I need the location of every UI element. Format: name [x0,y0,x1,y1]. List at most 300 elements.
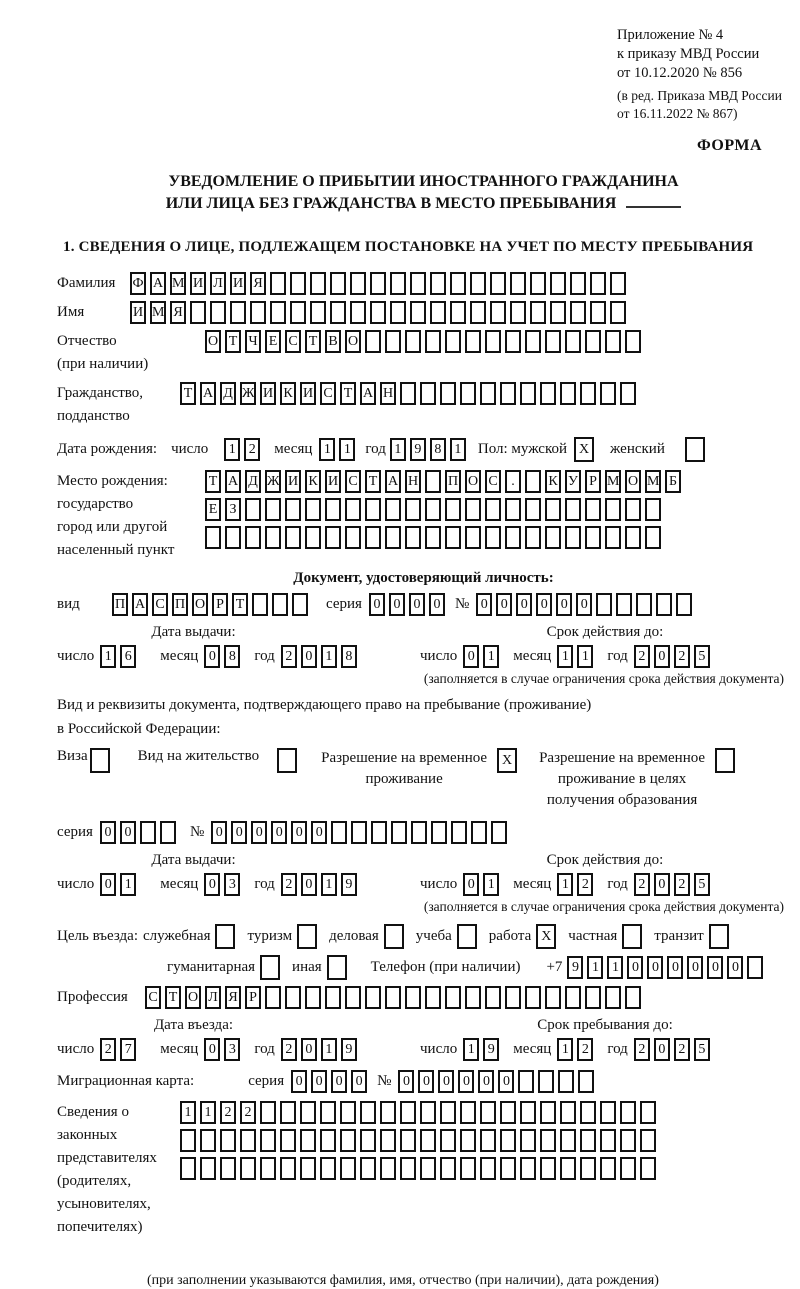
residence-series-label: серия [57,824,93,840]
form-cell: 0 [496,593,512,616]
form-cell: 0 [654,645,670,668]
residence-permit-label: Вид на жительство [137,748,260,764]
stay-day [463,1038,503,1061]
form-cell [225,526,241,549]
form-cell [485,330,501,353]
form-cell [305,498,321,521]
form-cell [560,382,576,405]
form-cell: 0 [100,873,116,896]
form-cell [500,382,516,405]
form-cell: М [170,272,186,295]
form-cell: 0 [654,873,670,896]
legal-reps-cells-row2 [180,1129,660,1152]
form-cell [580,1157,596,1180]
form-cell [425,470,441,493]
form-cell [485,986,501,1009]
temp-residence-edu-option [539,748,735,811]
purpose-second-row [167,955,790,980]
doc-series-cells [369,593,449,616]
form-cell [400,1101,416,1124]
visa-label: Виза [57,748,88,764]
form-cell: Т [225,330,241,353]
form-cell [210,301,226,324]
form-cell [325,526,341,549]
form-cell [445,330,461,353]
phone-label: Телефон (при наличии) [370,959,521,975]
residence-permit-checkbox [277,748,297,773]
name-row [57,301,790,324]
annex-note-line: от 16.11.2022 № 867) [617,106,738,121]
form-cell: Л [205,986,221,1009]
form-cell: О [205,330,221,353]
residence-doc-text-1: Вид и реквизиты документа, подтверждающего право на пребывание (проживание) [57,697,592,713]
form-cell: О [192,593,208,616]
issue-date-heading: Дата выдачи: [151,624,236,640]
form-cell [585,498,601,521]
form-cell [325,986,341,1009]
legal-reps-cells-row1 [180,1101,660,1124]
form-cell: 8 [224,645,240,668]
phone-cells [567,956,767,979]
form-cell [625,526,641,549]
form-cell: Т [205,470,221,493]
purpose-humanitarian-checkbox [260,955,280,980]
form-cell [470,301,486,324]
form-cell: 0 [576,593,592,616]
annex-note-line: (в ред. Приказа МВД России [617,88,782,103]
form-cell [330,301,346,324]
form-cell [605,526,621,549]
form-cell [320,1129,336,1152]
form-cell: 5 [694,873,710,896]
form-cell: 0 [409,593,425,616]
form-cell: 9 [341,1038,357,1061]
residence-valid-year [634,873,714,896]
form-cell [590,272,606,295]
legal-reps-row [57,1101,790,1239]
form-cell [380,1101,396,1124]
migration-series-label: серия [248,1073,285,1089]
form-cell: Н [405,470,421,493]
entry-year [281,1038,361,1061]
form-cell [585,330,601,353]
legal-reps-note: (при заполнении указываются фамилия, имя, отчество (при наличии), дата рождения) [147,1273,659,1288]
form-cell: И [285,470,301,493]
form-cell: П [112,593,128,616]
page-title [57,171,790,215]
entry-date-group: число 2 7 месяц 0 3 год 2 0 1 9 [57,1038,420,1061]
form-cell [465,986,481,1009]
form-cell: 0 [498,1070,514,1093]
form-cell: Т [232,593,248,616]
form-cell: 1 [120,873,136,896]
form-cell [505,986,521,1009]
form-cell: Ч [245,330,261,353]
form-cell: 2 [281,873,297,896]
form-cell [345,526,361,549]
form-cell: 0 [331,1070,347,1093]
form-cell [445,986,461,1009]
form-cell [351,821,367,844]
form-cell: С [345,470,361,493]
form-cell [431,821,447,844]
form-cell [292,593,308,616]
form-cell [525,986,541,1009]
form-cell: . [505,470,521,493]
purpose-private-checkbox [622,924,642,949]
form-cell [425,986,441,1009]
checkbox-cell [327,955,347,980]
form-cell: 5 [694,1038,710,1061]
passport-dates-headers [57,616,790,641]
doc-number-label: № [454,596,470,612]
form-cell: 0 [667,956,683,979]
form-cell: О [625,470,641,493]
birth-place-row [57,470,790,562]
patronymic-row [57,330,790,376]
form-cell [180,1129,196,1152]
checkbox-cell: X [497,748,517,773]
form-cell [645,498,661,521]
name-cells [130,301,630,324]
form-cell: 5 [694,645,710,668]
form-cell [420,1129,436,1152]
form-cell [605,498,621,521]
residence-issue-month [204,873,244,896]
residence-valid-month [557,873,597,896]
form-cell: 1 [587,956,603,979]
form-cell [230,301,246,324]
form-cell [460,1157,476,1180]
form-cell [430,272,446,295]
form-cell [505,330,521,353]
form-cell: 1 [607,956,623,979]
valid-until-heading-2: Срок действия до: [546,852,664,868]
purpose-business-checkbox [384,924,404,949]
form-cell: 0 [654,1038,670,1061]
form-cell [445,498,461,521]
temp-residence-edu-label: Разрешение на временное проживание в целях получения образования [539,750,706,808]
form-cell: А [200,382,216,405]
birth-place-label: Место рождения: государство город или другой населенный пункт [57,473,175,558]
form-cell: 0 [301,645,317,668]
form-cell [245,526,261,549]
entry-dates-headers [57,1009,790,1034]
form-cell: Р [585,470,601,493]
form-cell [545,526,561,549]
form-cell: М [645,470,661,493]
birth-date-label: Дата рождения: [57,441,158,457]
doc-type-label: вид [57,596,80,612]
residence-doc-series-row [57,821,790,844]
form-cell [545,498,561,521]
form-cell [540,1101,556,1124]
passport-valid-year [634,645,714,668]
section-1-heading: 1. СВЕДЕНИЯ О ЛИЦЕ, ПОДЛЕЖАЩЕМ ПОСТАНОВКЕ НА УЧЕТ ПО МЕСТУ ПРЕБЫВАНИЯ [63,239,754,255]
purpose-other-label: иная [292,959,322,975]
form-cell: П [172,593,188,616]
form-cell: 2 [281,1038,297,1061]
form-cell: 0 [418,1070,434,1093]
form-cell: Л [210,272,226,295]
form-cell: О [185,986,201,1009]
validity-note: (заполняется в случае ограничения срока действия документа) [423,671,784,686]
form-cell: 1 [483,873,499,896]
form-cell [565,986,581,1009]
surname-cells [130,272,630,295]
form-cell [538,1070,554,1093]
form-cell [565,330,581,353]
form-cell [500,1129,516,1152]
form-cell [140,821,156,844]
form-cell [490,301,506,324]
form-cell [565,526,581,549]
entry-day [100,1038,140,1061]
profession-row [57,986,790,1009]
form-cell: Ж [265,470,281,493]
form-cell [385,330,401,353]
form-cell: 1 [321,645,337,668]
form-cell [430,301,446,324]
form-cell: 0 [204,873,220,896]
form-cell [260,1101,276,1124]
citizenship-row [57,382,790,428]
form-cell [525,526,541,549]
legal-reps-label: Сведения о законных представителях (родителях, усыновителях, попечителях) [57,1104,157,1235]
form-cell [305,526,321,549]
form-cell: 1 [180,1101,196,1124]
form-cell: О [465,470,481,493]
form-cell [600,1157,616,1180]
form-cell [340,1129,356,1152]
form-cell: Д [245,470,261,493]
form-cell [385,986,401,1009]
form-cell [465,330,481,353]
issue-date-heading-2: Дата выдачи: [151,852,236,868]
form-cell [400,1129,416,1152]
form-cell: А [385,470,401,493]
form-cell [405,498,421,521]
purpose-study-label: учеба [415,928,452,944]
form-cell [465,498,481,521]
form-cell [280,1129,296,1152]
passport-valid-month [557,645,597,668]
day-label: число [171,441,209,457]
form-cell [280,1157,296,1180]
passport-issue-year [281,645,361,668]
form-cell [585,986,601,1009]
form-cell: Н [380,382,396,405]
form-cell: 0 [301,1038,317,1061]
checkbox-cell [90,748,110,773]
form-cell: К [305,470,321,493]
title-blank-underline [626,206,681,208]
form-cell [510,301,526,324]
form-cell [360,1101,376,1124]
citizenship-cells [180,382,640,405]
residence-doc-text-2: в Российской Федерации: [57,721,221,737]
form-cell: Р [212,593,228,616]
residence-dates-headers [57,844,790,869]
form-cell: Т [340,382,356,405]
form-cell [370,301,386,324]
form-cell [252,593,268,616]
purpose-private-label: частная [568,928,618,944]
form-cell [625,498,641,521]
form-cell [200,1129,216,1152]
form-cell [525,498,541,521]
form-cell [550,301,566,324]
residence-valid-group: число 0 1 месяц 1 2 год 2 0 2 5 [420,873,790,896]
visit-purpose-label: Цель въезда: [57,928,138,944]
passport-dates-row [57,645,790,668]
form-cell: И [230,272,246,295]
form-cell: П [445,470,461,493]
form-cell [370,272,386,295]
form-cell [540,382,556,405]
form-cell [590,301,606,324]
doc-type-cells [112,593,312,616]
form-cell: 0 [707,956,723,979]
form-cell [331,821,347,844]
form-cell: Е [265,330,281,353]
checkbox-cell [277,748,297,773]
form-cell: 2 [281,645,297,668]
purpose-business-label: деловая [329,928,379,944]
form-cell [390,272,406,295]
form-cell [505,498,521,521]
form-cell [451,821,467,844]
form-cell: И [325,470,341,493]
passport-issue-month [204,645,244,668]
month-label: месяц [274,441,313,457]
form-cell [410,272,426,295]
name-label: Имя [57,304,85,320]
form-cell: 2 [634,873,650,896]
purpose-tourism-checkbox [297,924,317,949]
form-cell: У [565,470,581,493]
form-cell: 1 [463,1038,479,1061]
form-cell [520,1157,536,1180]
form-cell [465,526,481,549]
form-cell [320,1157,336,1180]
form-cell [580,382,596,405]
residence-issue-group: число 0 1 месяц 0 3 год 2 0 1 9 [57,873,420,896]
form-cell: 0 [369,593,385,616]
residence-issue-day [100,873,140,896]
purpose-other-checkbox [327,955,347,980]
form-cell: Б [665,470,681,493]
form-cell [380,1129,396,1152]
form-cell [605,986,621,1009]
purpose-official-checkbox [215,924,235,949]
form-cell: 0 [291,1070,307,1093]
doc-number-cells [476,593,696,616]
form-cell [220,1129,236,1152]
passport-issue-group: число 1 6 месяц 0 8 год 2 0 1 8 [57,645,420,668]
form-cell [471,821,487,844]
purpose-official-label: служебная [142,928,211,944]
form-cell [450,301,466,324]
form-cell: 0 [311,821,327,844]
form-cell [558,1070,574,1093]
form-cell [290,272,306,295]
sex-male-checkbox [574,437,594,462]
annex-line: к приказу МВД России [617,46,760,62]
residence-dates-row [57,873,790,896]
form-cell: 3 [224,873,240,896]
form-cell [520,382,536,405]
form-cell: Я [170,301,186,324]
stay-year [634,1038,714,1061]
form-cell: Я [225,986,241,1009]
checkbox-cell: X [536,924,556,949]
form-cell: 0 [251,821,267,844]
form-cell [240,1129,256,1152]
form-cell: 1 [557,1038,573,1061]
form-cell: А [225,470,241,493]
form-cell [445,526,461,549]
citizenship-label: Гражданство, подданство [57,385,144,424]
visa-checkbox [90,748,110,773]
form-cell [485,498,501,521]
form-cell [645,526,661,549]
form-cell [365,330,381,353]
form-cell [272,593,288,616]
form-cell [747,956,763,979]
form-cell [245,498,261,521]
legal-reps-cells-row3 [180,1157,660,1180]
form-cell [510,272,526,295]
form-cell [160,821,176,844]
residence-number-cells [211,821,511,844]
form-cell [390,301,406,324]
form-cell: 0 [516,593,532,616]
legal-reps-cells-block [180,1101,660,1185]
migration-number-label: № [377,1073,392,1089]
form-cell [391,821,407,844]
form-cell: 2 [577,873,593,896]
doc-series-label: серия [326,596,362,612]
form-cell [580,1129,596,1152]
checkbox-cell [715,748,735,773]
form-cell [400,382,416,405]
purpose-work-checkbox [536,924,556,949]
form-cell [300,1101,316,1124]
migration-series-cells [291,1070,371,1093]
temp-residence-checkbox [497,748,517,773]
form-cell: И [130,301,146,324]
form-cell: 0 [271,821,287,844]
form-cell [640,1157,656,1180]
form-cell: Я [250,272,266,295]
migration-card-label: Миграционная карта: [57,1073,195,1089]
form-cell: 7 [120,1038,136,1061]
checkbox-cell [297,924,317,949]
annex-revision-note [617,87,790,123]
form-cell [616,593,632,616]
form-cell [290,301,306,324]
form-cell [636,593,652,616]
form-cell: 2 [100,1038,116,1061]
identity-doc-row [57,593,790,616]
form-cell [460,1101,476,1124]
form-cell [480,1129,496,1152]
form-cell [530,272,546,295]
form-cell: 0 [727,956,743,979]
form-cell [580,1101,596,1124]
form-cell: И [190,272,206,295]
